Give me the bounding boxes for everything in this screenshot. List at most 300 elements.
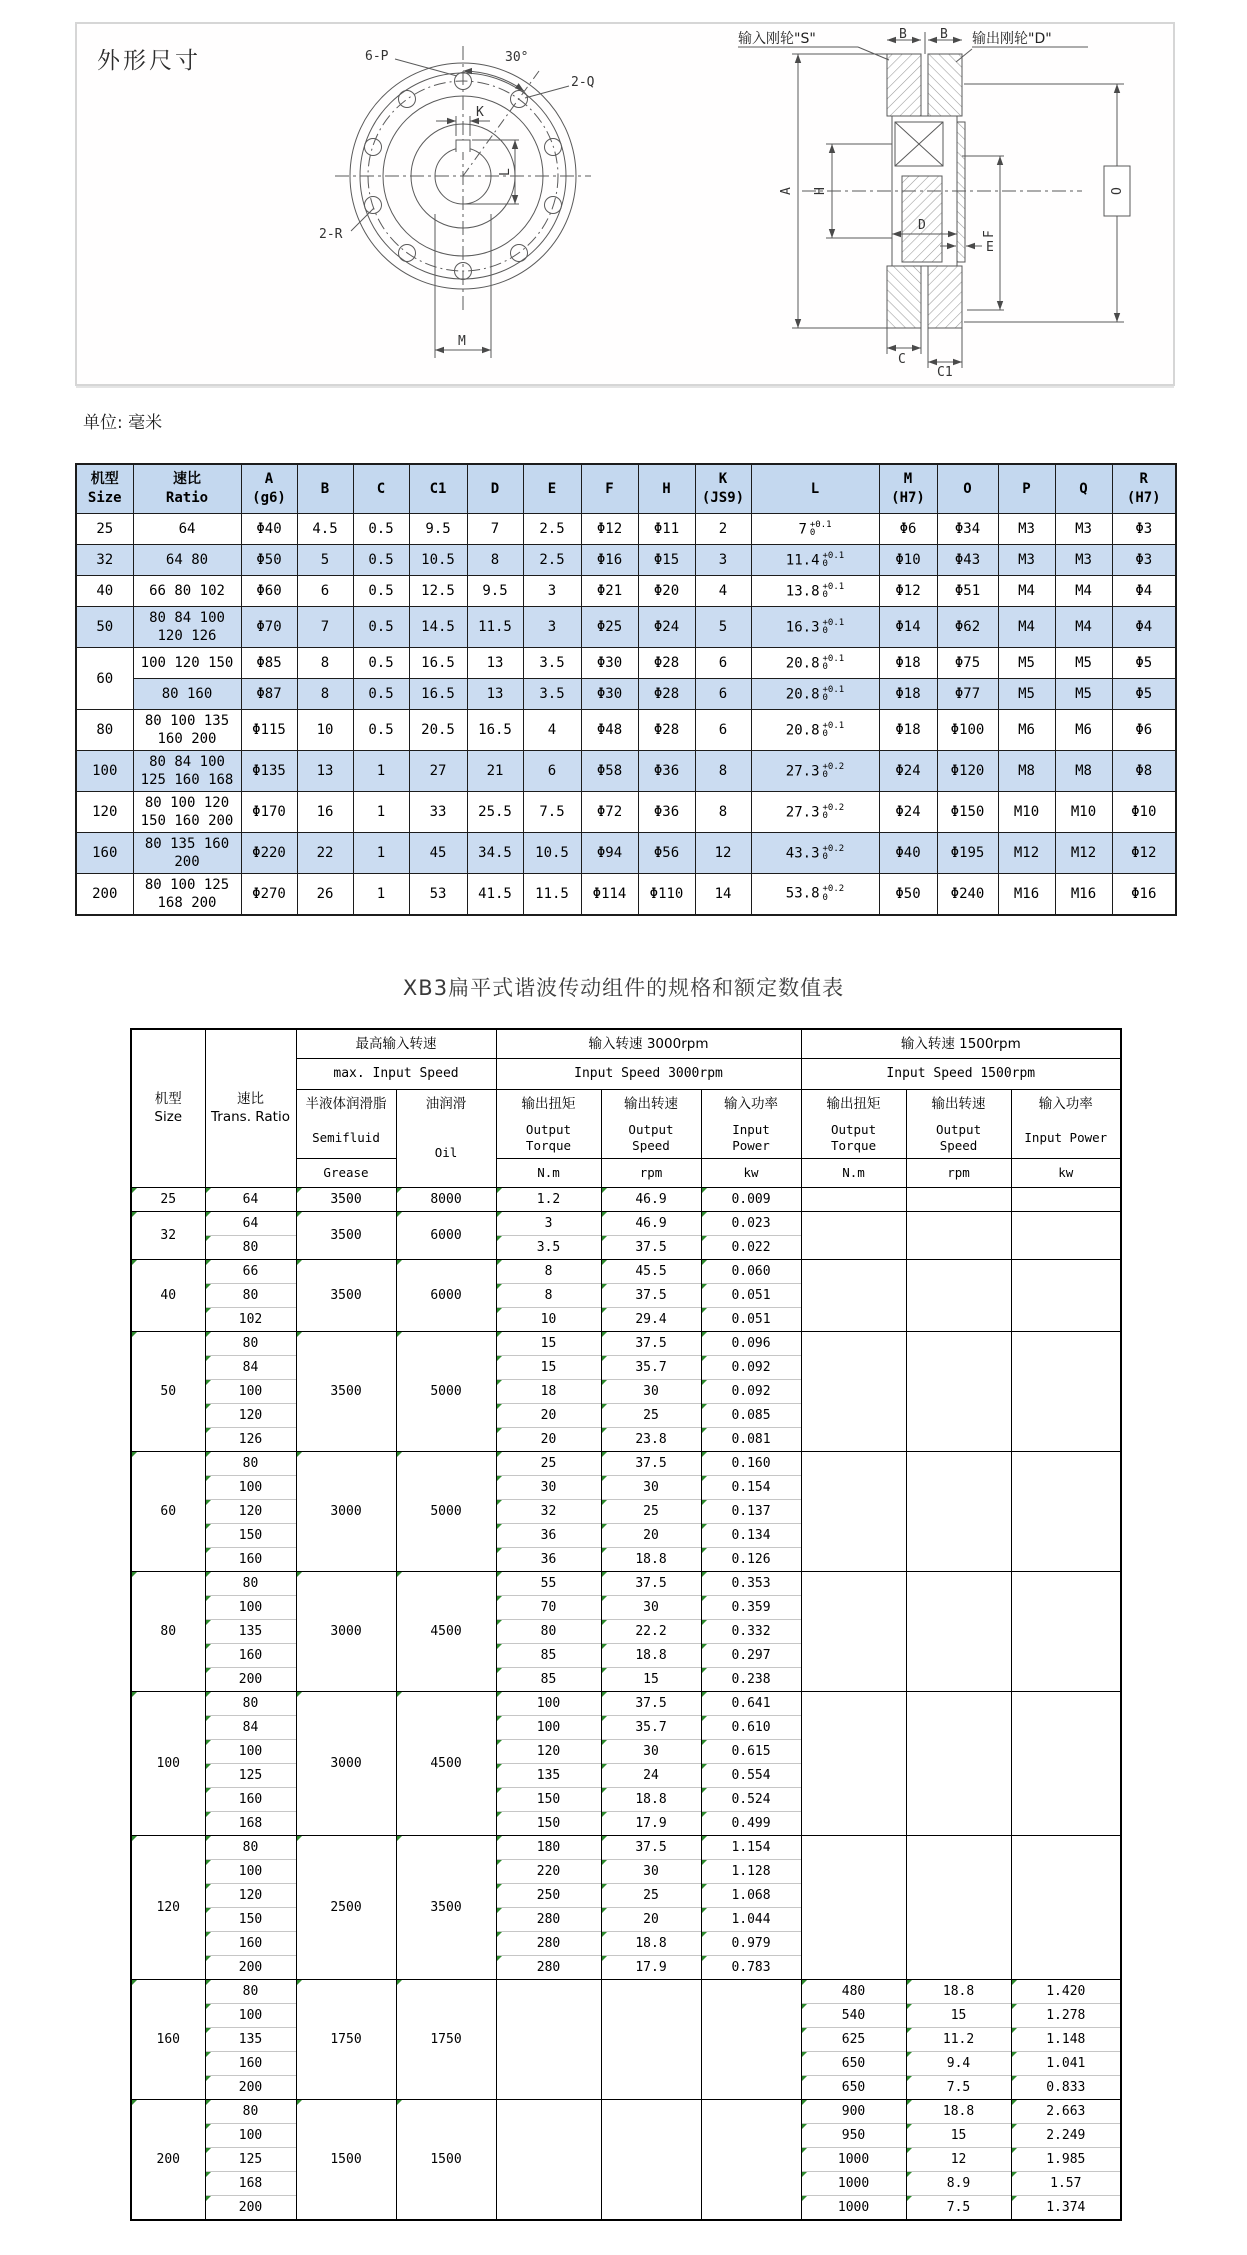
dim-cell-ratio: 80 84 100 125 160 168 xyxy=(133,751,241,792)
dim-cell: Φ110 xyxy=(638,874,695,915)
spec-cell-value: 1.128 xyxy=(701,1860,801,1884)
spec-cell-value: 37.5 xyxy=(601,1332,701,1356)
spec-cell-empty xyxy=(801,1836,906,1980)
dimension-table xyxy=(75,463,1177,916)
spec-cell-ratio: 100 xyxy=(205,1860,296,1884)
table-row xyxy=(131,1692,1121,1716)
spec-cell-ratio: 100 xyxy=(205,1380,296,1404)
dim-cell: M10 xyxy=(998,792,1055,833)
dim-cell: Φ240 xyxy=(937,874,998,915)
spec-subheader-en: Input Power xyxy=(1011,1118,1121,1159)
spec-cell-value: 0.022 xyxy=(701,1236,801,1260)
spec-cell-empty xyxy=(601,1980,701,2100)
spec-cell-ratio: 80 xyxy=(205,1572,296,1596)
spec-cell-grease-speed: 3000 xyxy=(296,1452,396,1572)
spec-cell-value: 18.8 xyxy=(906,1980,1011,2004)
dim-cell: M6 xyxy=(998,710,1055,751)
spec-unit: rpm xyxy=(906,1159,1011,1188)
tolerance: +0.1 0 xyxy=(822,550,845,569)
spec-cell-value: 0.615 xyxy=(701,1740,801,1764)
dim-cell: 8 xyxy=(297,679,353,710)
dim-cell: M4 xyxy=(998,576,1055,607)
dim-cell: Φ40 xyxy=(879,833,937,874)
dim-cell: Φ24 xyxy=(879,792,937,833)
dim-cell: Φ3 xyxy=(1112,545,1176,576)
dim-cell: M5 xyxy=(1055,648,1112,679)
table-row xyxy=(131,1980,1121,2004)
dim-cell-l: 43.3 +0.2 0 xyxy=(751,833,879,874)
table-row xyxy=(76,576,1176,607)
table-row xyxy=(131,1836,1121,1860)
dim-cell-size: 120 xyxy=(76,792,133,833)
spec-cell-ratio: 100 xyxy=(205,1596,296,1620)
dim-cell: 6 xyxy=(297,576,353,607)
spec-cell-value: 9.4 xyxy=(906,2052,1011,2076)
spec-cell-value: 280 xyxy=(496,1956,601,1980)
spec-subheader: 输出转速 xyxy=(906,1090,1011,1119)
spec-unit: rpm xyxy=(601,1159,701,1188)
spec-cell-ratio: 150 xyxy=(205,1524,296,1548)
spec-cell-value: 18.8 xyxy=(601,1548,701,1572)
spec-cell-size: 60 xyxy=(131,1452,205,1572)
dim-cell: M3 xyxy=(998,545,1055,576)
dim-cell: Φ30 xyxy=(581,679,638,710)
spec-cell-value: 0.499 xyxy=(701,1812,801,1836)
spec-cell-value: 0.160 xyxy=(701,1452,801,1476)
spec-cell-empty xyxy=(701,2100,801,2220)
dim-cell: 10.5 xyxy=(409,545,467,576)
dim-cell-size: 160 xyxy=(76,833,133,874)
dim-cell: Φ85 xyxy=(241,648,297,679)
spec-unit: N.m xyxy=(496,1159,601,1188)
spec-cell-oil-speed: 4500 xyxy=(396,1572,496,1692)
spec-cell-ratio: 80 xyxy=(205,1980,296,2004)
spec-cell-ratio: 160 xyxy=(205,1644,296,1668)
spec-cell-value: 22.2 xyxy=(601,1620,701,1644)
dim-cell: M12 xyxy=(998,833,1055,874)
front-view-drawing xyxy=(273,26,653,378)
spec-cell-value: 1.374 xyxy=(1011,2196,1121,2220)
spec-cell-value: 0.524 xyxy=(701,1788,801,1812)
dim-cell: 7 xyxy=(297,607,353,648)
spec-cell-value: 1.2 xyxy=(496,1188,601,1212)
dim-cell: Φ14 xyxy=(879,607,937,648)
spec-subheader: 输出转速 xyxy=(601,1090,701,1119)
dim-cell: Φ75 xyxy=(937,648,998,679)
table-row xyxy=(76,833,1176,874)
spec-cell-empty xyxy=(906,1836,1011,1980)
spec-cell-value: 45.5 xyxy=(601,1260,701,1284)
dim-cell-l: 27.3 +0.2 0 xyxy=(751,751,879,792)
spec-cell-empty xyxy=(1011,1452,1121,1572)
dim-cell: Φ11 xyxy=(638,514,695,545)
dim-label-b2: B xyxy=(940,27,948,42)
spec-cell-value: 625 xyxy=(801,2028,906,2052)
table-row xyxy=(131,2100,1121,2124)
spec-cell-value: 120 xyxy=(496,1740,601,1764)
spec-cell-value: 1.985 xyxy=(1011,2148,1121,2172)
spec-cell-value: 0.833 xyxy=(1011,2076,1121,2100)
dim-cell: Φ18 xyxy=(879,679,937,710)
spec-cell-value: 1.154 xyxy=(701,1836,801,1860)
spec-cell-value: 0.051 xyxy=(701,1284,801,1308)
dim-header: Q xyxy=(1055,464,1112,514)
spec-cell-value: 1.148 xyxy=(1011,2028,1121,2052)
spec-cell-ratio: 160 xyxy=(205,1932,296,1956)
dim-cell: Φ20 xyxy=(638,576,695,607)
spec-cell-value: 37.5 xyxy=(601,1284,701,1308)
spec-cell-value: 1.044 xyxy=(701,1908,801,1932)
spec-cell-value: 37.5 xyxy=(601,1452,701,1476)
table-row xyxy=(76,710,1176,751)
dim-label-k: K xyxy=(476,105,484,120)
spec-header-max-speed-en: max. Input Speed xyxy=(296,1059,496,1090)
spec-cell-ratio: 126 xyxy=(205,1428,296,1452)
spec-cell-value: 35.7 xyxy=(601,1356,701,1380)
dim-cell: 3 xyxy=(523,607,581,648)
dim-cell: Φ6 xyxy=(1112,710,1176,751)
dim-cell: 34.5 xyxy=(467,833,523,874)
spec-cell-value: 100 xyxy=(496,1716,601,1740)
spec-cell-value: 0.060 xyxy=(701,1260,801,1284)
spec-cell-value: 0.092 xyxy=(701,1380,801,1404)
spec-cell-size: 120 xyxy=(131,1836,205,1980)
dim-cell: Φ87 xyxy=(241,679,297,710)
dim-cell-ratio: 80 135 160 200 xyxy=(133,833,241,874)
dim-cell: Φ5 xyxy=(1112,648,1176,679)
dim-cell: M8 xyxy=(998,751,1055,792)
dim-cell-ratio: 100 120 150 xyxy=(133,648,241,679)
spec-cell-ratio: 84 xyxy=(205,1716,296,1740)
spec-cell-value: 46.9 xyxy=(601,1212,701,1236)
dim-cell-l: 27.3 +0.2 0 xyxy=(751,792,879,833)
spec-cell-ratio: 80 xyxy=(205,2100,296,2124)
dim-header: F xyxy=(581,464,638,514)
spec-cell-value: 8.9 xyxy=(906,2172,1011,2196)
spec-subheader-en: Input Power xyxy=(701,1118,801,1159)
dim-cell: Φ16 xyxy=(1112,874,1176,915)
spec-cell-oil-speed: 8000 xyxy=(396,1188,496,1212)
spec-subheader: 输出扭矩 xyxy=(801,1090,906,1119)
dim-cell: Φ5 xyxy=(1112,679,1176,710)
dim-cell: 7.5 xyxy=(523,792,581,833)
dim-cell: M16 xyxy=(998,874,1055,915)
spec-table-title: XB3扁平式谐波传动组件的规格和额定数值表 xyxy=(402,976,845,1000)
dim-cell: Φ24 xyxy=(879,751,937,792)
spec-cell-oil-speed: 1750 xyxy=(396,1980,496,2100)
spec-cell-value: 36 xyxy=(496,1524,601,1548)
spec-cell-value: 0.359 xyxy=(701,1596,801,1620)
spec-cell-ratio: 80 xyxy=(205,1236,296,1260)
spec-cell-ratio: 125 xyxy=(205,1764,296,1788)
dim-cell: 26 xyxy=(297,874,353,915)
dim-label-f: F xyxy=(982,230,997,238)
spec-cell-value: 80 xyxy=(496,1620,601,1644)
spec-cell-value: 0.332 xyxy=(701,1620,801,1644)
spec-cell-empty xyxy=(906,1260,1011,1332)
section-view-drawing xyxy=(732,26,1137,378)
dim-cell: Φ12 xyxy=(581,514,638,545)
dim-cell: Φ114 xyxy=(581,874,638,915)
dim-cell: Φ150 xyxy=(937,792,998,833)
dim-cell: 20.5 xyxy=(409,710,467,751)
spec-cell-empty xyxy=(801,1452,906,1572)
dim-cell: 14 xyxy=(695,874,751,915)
dim-cell: M4 xyxy=(1055,607,1112,648)
spec-cell-value: 0.554 xyxy=(701,1764,801,1788)
spec-cell-value: 30 xyxy=(496,1476,601,1500)
table-row xyxy=(76,751,1176,792)
dim-cell: 12.5 xyxy=(409,576,467,607)
dim-cell: 0.5 xyxy=(353,710,409,751)
table-row xyxy=(131,1212,1121,1236)
table-row xyxy=(131,1029,1121,1059)
spec-cell-grease-speed: 3000 xyxy=(296,1572,396,1692)
spec-cell-size: 200 xyxy=(131,2100,205,2220)
spec-cell-value: 0.154 xyxy=(701,1476,801,1500)
spec-cell-value: 24 xyxy=(601,1764,701,1788)
spec-cell-value: 0.085 xyxy=(701,1404,801,1428)
dim-cell-ratio: 80 100 125 168 200 xyxy=(133,874,241,915)
dim-cell: 12 xyxy=(695,833,751,874)
dim-cell: Φ51 xyxy=(937,576,998,607)
spec-cell-value: 30 xyxy=(601,1596,701,1620)
spec-subheader: 输出扭矩 xyxy=(496,1090,601,1119)
spec-cell-value: 37.5 xyxy=(601,1572,701,1596)
table-row xyxy=(131,1188,1121,1212)
dim-cell: 1 xyxy=(353,751,409,792)
dim-cell: M6 xyxy=(1055,710,1112,751)
spec-subheader: 输入功率 xyxy=(1011,1090,1121,1119)
spec-cell-ratio: 200 xyxy=(205,1956,296,1980)
spec-cell-grease-speed: 3500 xyxy=(296,1332,396,1452)
spec-cell-value: 30 xyxy=(601,1476,701,1500)
dim-cell: 2.5 xyxy=(523,514,581,545)
spec-cell-value: 70 xyxy=(496,1596,601,1620)
dim-cell: 13 xyxy=(467,679,523,710)
dim-cell: 21 xyxy=(467,751,523,792)
spec-cell-value: 37.5 xyxy=(601,1692,701,1716)
dim-header: C xyxy=(353,464,409,514)
spec-cell-ratio: 64 xyxy=(205,1188,296,1212)
table-row xyxy=(131,1452,1121,1476)
dim-cell: Φ77 xyxy=(937,679,998,710)
dim-cell-size: 200 xyxy=(76,874,133,915)
spec-cell-value: 0.783 xyxy=(701,1956,801,1980)
table-row xyxy=(76,545,1176,576)
spec-header-ratio: 速比 Trans. Ratio xyxy=(205,1029,296,1188)
dim-cell: 16.5 xyxy=(409,648,467,679)
spec-cell-value: 1000 xyxy=(801,2196,906,2220)
tolerance: +0.2 0 xyxy=(822,843,845,862)
spec-cell-oil-speed: 4500 xyxy=(396,1692,496,1836)
spec-cell-value: 55 xyxy=(496,1572,601,1596)
dim-cell: Φ115 xyxy=(241,710,297,751)
spec-cell-value: 650 xyxy=(801,2076,906,2100)
spec-cell-ratio: 200 xyxy=(205,2076,296,2100)
spec-cell-empty xyxy=(906,1452,1011,1572)
tolerance: +0.1 0 xyxy=(809,519,832,538)
dim-cell: 9.5 xyxy=(409,514,467,545)
dim-cell: Φ56 xyxy=(638,833,695,874)
dim-cell: 13 xyxy=(297,751,353,792)
spec-subheader-en: Oil xyxy=(396,1118,496,1188)
tolerance: +0.1 0 xyxy=(822,617,845,636)
spec-cell-value: 17.9 xyxy=(601,1956,701,1980)
spec-cell-oil-speed: 5000 xyxy=(396,1452,496,1572)
dim-cell: Φ8 xyxy=(1112,751,1176,792)
dim-cell: Φ43 xyxy=(937,545,998,576)
dim-cell: M5 xyxy=(998,679,1055,710)
spec-cell-value: 1000 xyxy=(801,2172,906,2196)
dim-cell: 1 xyxy=(353,792,409,833)
spec-cell-empty xyxy=(906,1572,1011,1692)
dim-cell: Φ72 xyxy=(581,792,638,833)
spec-cell-value: 29.4 xyxy=(601,1308,701,1332)
dim-cell: 45 xyxy=(409,833,467,874)
tolerance: +0.1 0 xyxy=(822,653,845,672)
dim-cell: 0.5 xyxy=(353,576,409,607)
spec-cell-value: 650 xyxy=(801,2052,906,2076)
spec-cell-ratio: 80 xyxy=(205,1836,296,1860)
spec-cell-value: 100 xyxy=(496,1692,601,1716)
dim-cell: 3.5 xyxy=(523,648,581,679)
spec-cell-value: 30 xyxy=(601,1380,701,1404)
spec-cell-size: 40 xyxy=(131,1260,205,1332)
dim-cell: Φ30 xyxy=(581,648,638,679)
spec-cell-value: 0.979 xyxy=(701,1932,801,1956)
spec-cell-size: 32 xyxy=(131,1212,205,1260)
dim-header: 速比 Ratio xyxy=(133,464,241,514)
spec-cell-value: 0.353 xyxy=(701,1572,801,1596)
spec-cell-grease-speed: 3500 xyxy=(296,1260,396,1332)
spec-cell-value: 10 xyxy=(496,1308,601,1332)
table-row xyxy=(76,648,1176,679)
dim-header: 机型 Size xyxy=(76,464,133,514)
dim-cell: Φ70 xyxy=(241,607,297,648)
spec-cell-ratio: 80 xyxy=(205,1284,296,1308)
dim-cell: 13 xyxy=(467,648,523,679)
spec-cell-value: 0.092 xyxy=(701,1356,801,1380)
dim-cell: Φ10 xyxy=(1112,792,1176,833)
spec-cell-value: 18 xyxy=(496,1380,601,1404)
dim-cell-l: 16.3 +0.1 0 xyxy=(751,607,879,648)
dim-header: P xyxy=(998,464,1055,514)
spec-cell-grease-speed: 3000 xyxy=(296,1692,396,1836)
dim-cell: M10 xyxy=(1055,792,1112,833)
spec-subheader-en: Output Torque xyxy=(496,1118,601,1159)
spec-cell-value: 20 xyxy=(601,1908,701,1932)
spec-cell-value: 37.5 xyxy=(601,1836,701,1860)
spec-cell-value: 8 xyxy=(496,1260,601,1284)
spec-cell-value: 1.068 xyxy=(701,1884,801,1908)
dim-cell-size: 40 xyxy=(76,576,133,607)
spec-cell-empty xyxy=(1011,1692,1121,1836)
dim-cell: Φ24 xyxy=(638,607,695,648)
spec-table xyxy=(130,1028,1122,2221)
spec-cell-empty xyxy=(1011,1212,1121,1260)
dim-cell: Φ34 xyxy=(937,514,998,545)
dim-cell: 1 xyxy=(353,874,409,915)
dim-cell-l: 7 +0.1 0 xyxy=(751,514,879,545)
spec-cell-ratio: 135 xyxy=(205,1620,296,1644)
spec-cell-empty xyxy=(496,1980,601,2100)
dim-cell: M3 xyxy=(1055,545,1112,576)
dim-cell: Φ4 xyxy=(1112,576,1176,607)
dim-cell: M3 xyxy=(1055,514,1112,545)
dim-cell: 6 xyxy=(695,710,751,751)
spec-cell-value: 11.2 xyxy=(906,2028,1011,2052)
spec-cell-oil-speed: 5000 xyxy=(396,1332,496,1452)
spec-cell-value: 3.5 xyxy=(496,1236,601,1260)
dim-cell: Φ62 xyxy=(937,607,998,648)
dim-cell: Φ28 xyxy=(638,710,695,751)
dim-cell: 7 xyxy=(467,514,523,545)
dim-cell: Φ16 xyxy=(581,545,638,576)
dim-cell: 14.5 xyxy=(409,607,467,648)
spec-cell-empty xyxy=(906,1332,1011,1452)
spec-cell-ratio: 80 xyxy=(205,1692,296,1716)
dim-cell: Φ50 xyxy=(241,545,297,576)
dim-cell: 6 xyxy=(695,679,751,710)
dim-header: K (JS9) xyxy=(695,464,751,514)
dim-cell: Φ15 xyxy=(638,545,695,576)
spec-cell-ratio: 150 xyxy=(205,1908,296,1932)
spec-cell-value: 8 xyxy=(496,1284,601,1308)
tolerance: +0.2 0 xyxy=(822,884,845,903)
dim-cell: 10.5 xyxy=(523,833,581,874)
spec-cell-value: 0.137 xyxy=(701,1500,801,1524)
spec-cell-value: 18.8 xyxy=(601,1788,701,1812)
spec-cell-value: 0.096 xyxy=(701,1332,801,1356)
dim-cell: M5 xyxy=(1055,679,1112,710)
dim-cell: Φ21 xyxy=(581,576,638,607)
dim-header: O xyxy=(937,464,998,514)
dim-cell: 3 xyxy=(695,545,751,576)
dim-cell-ratio: 64 xyxy=(133,514,241,545)
spec-cell-value: 20 xyxy=(601,1524,701,1548)
spec-cell-value: 85 xyxy=(496,1668,601,1692)
spec-cell-value: 0.081 xyxy=(701,1428,801,1452)
spec-cell-value: 280 xyxy=(496,1932,601,1956)
spec-cell-value: 35.7 xyxy=(601,1716,701,1740)
dim-header: E xyxy=(523,464,581,514)
spec-cell-oil-speed: 6000 xyxy=(396,1212,496,1260)
spec-cell-value: 85 xyxy=(496,1644,601,1668)
spec-header-1500-en: Input Speed 1500rpm xyxy=(801,1059,1121,1090)
spec-subheader-en: Output Torque xyxy=(801,1118,906,1159)
drawing-panel xyxy=(75,22,1175,386)
spec-cell-ratio: 125 xyxy=(205,2148,296,2172)
dim-cell-ratio: 80 84 100 120 126 xyxy=(133,607,241,648)
dim-cell: 11.5 xyxy=(467,607,523,648)
dim-cell: Φ6 xyxy=(879,514,937,545)
dim-cell-ratio: 64 80 xyxy=(133,545,241,576)
dim-cell: Φ12 xyxy=(1112,833,1176,874)
spec-cell-value: 25 xyxy=(601,1884,701,1908)
spec-cell-empty xyxy=(801,1188,906,1212)
tolerance: +0.2 0 xyxy=(822,802,845,821)
dim-cell: M3 xyxy=(998,514,1055,545)
dim-cell: M12 xyxy=(1055,833,1112,874)
spec-cell-ratio: 100 xyxy=(205,1476,296,1500)
dim-cell-size: 80 xyxy=(76,710,133,751)
dim-cell-l: 11.4 +0.1 0 xyxy=(751,545,879,576)
dim-cell: 0.5 xyxy=(353,545,409,576)
dim-cell: 0.5 xyxy=(353,514,409,545)
spec-cell-grease-speed: 3500 xyxy=(296,1188,396,1212)
spec-cell-value: 18.8 xyxy=(906,2100,1011,2124)
